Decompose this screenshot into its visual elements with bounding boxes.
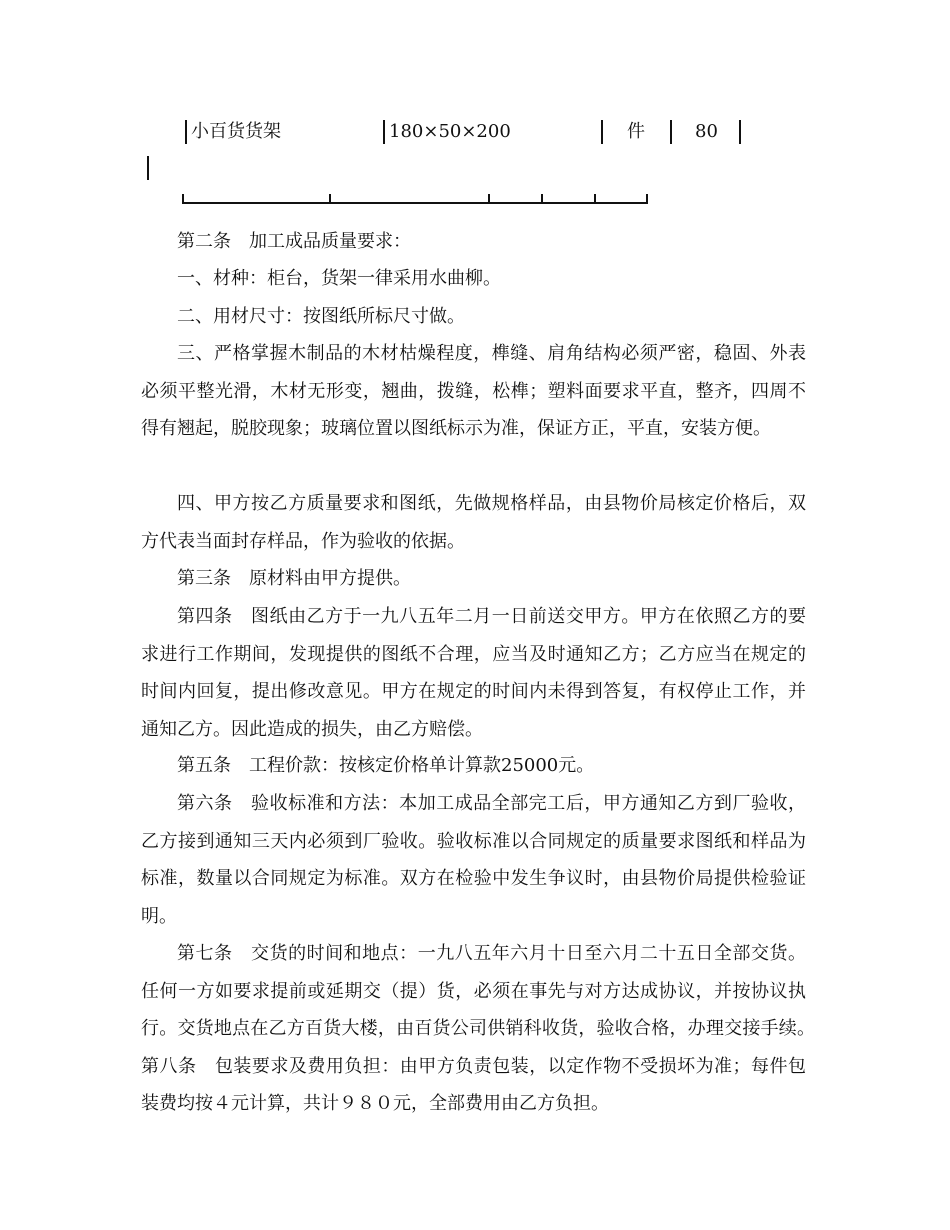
clause-3: 第三条 原材料由甲方提供。 bbox=[177, 568, 411, 589]
table-cell-item: 小百货货架 bbox=[191, 121, 281, 142]
table-cell-qty: 80 bbox=[695, 121, 718, 142]
table-cell-unit: 件 bbox=[627, 121, 645, 142]
table-border bbox=[670, 120, 672, 144]
table-border bbox=[601, 120, 603, 144]
clause-2-item-2: 二、用材尺寸：按图纸所标尺寸做。 bbox=[177, 306, 465, 327]
clause-4: 第四条 图纸由乙方于一九八五年二月一日前送交甲方。甲方在依照乙方的要求进行工作期间，发现提供的图纸不合理，应当及时通知乙方；乙方应当在规定的时间内回复，提出修改意见。甲方在规定的时间内未得到答复，有权停止工作，并通知乙方。因此造成的损失，由乙方赔偿。 bbox=[141, 606, 806, 740]
clause-2-item-3: 三、严格掌握木制品的木材枯燥程度，榫缝、肩角结构必须严密，稳固、外表必须平整光滑，木材无形变，翘曲，拨缝，松榫；塑料面要求平直，整齐，四周不得有翘起，脱胶现象；玻璃位置以图纸标示为准，保证方正，平直，安装方便。 bbox=[141, 343, 806, 439]
clause-6: 第六条 验收标准和方法：本加工成品全部完工后，甲方通知乙方到厂验收，乙方接到通知三天内必须到厂验收。验收标准以合同规定的质量要求图纸和样品为标准，数量以合同规定为标准。双方在检验中发生争议时，由县物价局提供检验证明。 bbox=[141, 793, 806, 927]
clause-2-item-4: 四、甲方按乙方质量要求和图纸，先做规格样品，由县物价局核定价格后，双方代表当面封存样品，作为验收的依据。 bbox=[141, 493, 806, 552]
clause-5: 第五条 工程价款：按核定价格单计算款25000元。 bbox=[177, 755, 595, 776]
table-border bbox=[383, 120, 385, 144]
clause-2-item-1: 一、材种：柜台，货架一律采用水曲柳。 bbox=[177, 268, 501, 289]
table-border bbox=[739, 120, 741, 144]
table-border bbox=[185, 120, 187, 144]
clause-2-heading: 第二条 加工成品质量要求： bbox=[177, 231, 411, 252]
table-border bbox=[147, 156, 149, 180]
clause-7-8: 第七条 交货的时间和地点：一九八五年六月十日至六月二十五日全部交货。任何一方如要求提前或延期交（提）货，必须在事先与对方达成协议，并按协议执行。交货地点在乙方百货大楼，由百货公司供销科收货，验收合格，办理交接手续。 第八条 包装要求及费用负担：由甲方负责包装，以定作物不受损坏为准；每件包装费均按４元计算，共计９８０元，全部费用由乙方负担。 bbox=[141, 943, 824, 1114]
table-cell-spec: 180×50×200 bbox=[389, 121, 511, 142]
